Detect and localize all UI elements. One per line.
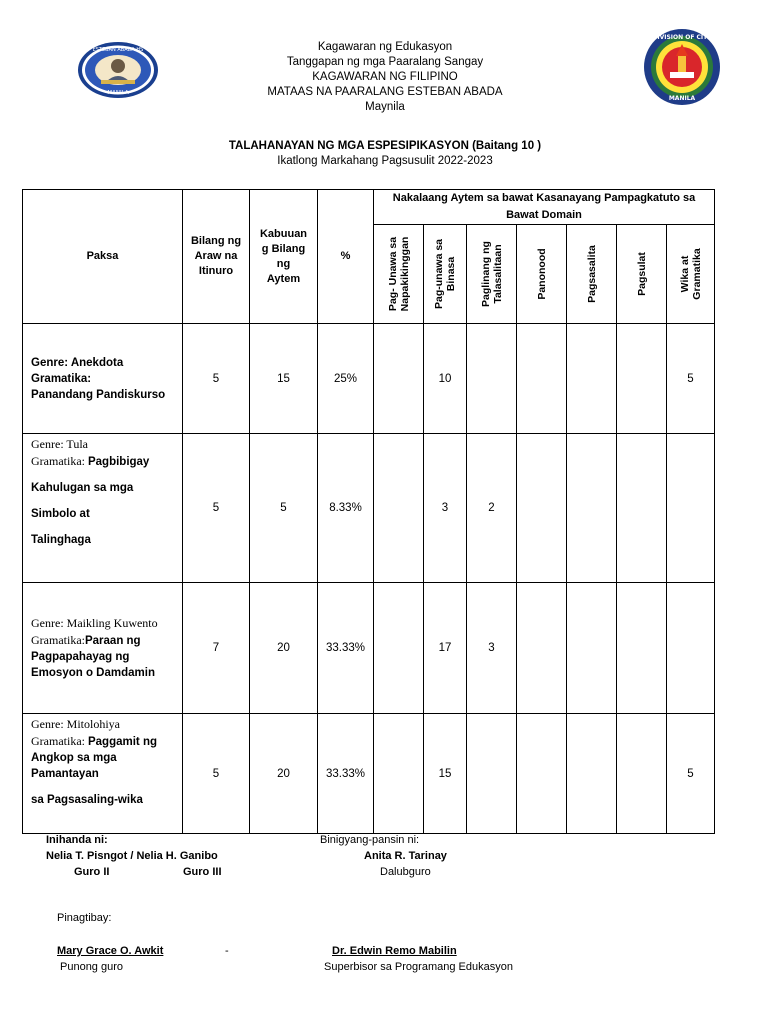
percent-cell: 33.33% — [318, 583, 374, 714]
domain-cell — [374, 583, 424, 714]
topic-cell: Genre: Maikling Kuwento Gramatika:Paraan ng Pagpapahayag ng Emosyon o Damdamin — [23, 583, 183, 714]
domain-cell: 3 — [424, 434, 467, 583]
school-seal-logo — [76, 40, 160, 100]
domain-cell: 17 — [424, 583, 467, 714]
domain-cell — [667, 434, 715, 583]
prepared-position: Guro II — [74, 866, 110, 878]
domain-header: Panonood — [517, 225, 567, 324]
domain-header: Paglinang ng Talasalitaan — [467, 225, 517, 324]
svg-text:DIVISION OF CITY: DIVISION OF CITY — [652, 34, 712, 41]
domain-cell — [517, 434, 567, 583]
header-percent: % — [318, 190, 374, 324]
svg-text:MANILA: MANILA — [107, 90, 129, 96]
approved-dash: - — [225, 945, 229, 957]
document-header — [200, 40, 570, 115]
domain-cell — [617, 324, 667, 434]
table-row — [23, 324, 715, 434]
noted-position: Dalubguro — [380, 866, 431, 878]
domain-cell — [567, 434, 617, 583]
domain-header: Pagsasalita — [567, 225, 617, 324]
domain-header: Wika at Gramatika — [667, 225, 715, 324]
prepared-label: Inihanda ni: — [46, 834, 108, 846]
domain-cell — [567, 714, 617, 834]
header-line: MATAAS NA PAARALANG ESTEBAN ABADA — [267, 86, 503, 98]
prepared-position: Guro III — [183, 866, 222, 878]
header-paksa: Paksa — [23, 190, 183, 324]
items-cell: 5 — [250, 434, 318, 583]
domain-cell — [374, 324, 424, 434]
domain-cell: 5 — [667, 324, 715, 434]
items-cell: 20 — [250, 583, 318, 714]
table-row — [23, 583, 715, 714]
noted-name: Anita R. Tarinay — [364, 850, 447, 862]
header-line: Kagawaran ng Edukasyon — [317, 41, 453, 53]
title-sub: Ikatlong Markahang Pagsusulit 2022-2023 — [277, 155, 493, 167]
approved-name-2: Dr. Edwin Remo Mabilin — [332, 945, 457, 957]
days-cell: 5 — [183, 434, 250, 583]
domain-cell — [467, 324, 517, 434]
domain-header: Pag- Unawa sa Napakikinggan — [374, 225, 424, 324]
items-cell: 15 — [250, 324, 318, 434]
topic-cell: Genre: Mitolohiya Gramatika: Paggamit ng Angkop sa mga Pamantayan sa Pagsasaling-wika — [23, 714, 183, 834]
domain-cell — [374, 434, 424, 583]
domain-cell: 2 — [467, 434, 517, 583]
approved-name-1: Mary Grace O. Awkit — [57, 945, 164, 957]
table-row — [23, 434, 715, 583]
approved-label: Pinagtibay: — [57, 912, 112, 924]
document-title — [150, 139, 620, 169]
percent-cell: 25% — [318, 324, 374, 434]
svg-text:MANILA: MANILA — [668, 95, 696, 102]
prepared-names: Nelia T. Pisngot / Nelia H. Ganibo — [46, 850, 218, 862]
division-seal-logo — [642, 28, 722, 106]
header-line: KAGAWARAN NG FILIPINO — [312, 71, 458, 83]
percent-cell: 33.33% — [318, 714, 374, 834]
domain-cell — [467, 714, 517, 834]
header-line: Maynila — [365, 101, 405, 113]
svg-text:ESTEBAN ABADA HS: ESTEBAN ABADA HS — [92, 47, 144, 53]
table-row — [23, 714, 715, 834]
days-cell: 5 — [183, 324, 250, 434]
domain-cell: 5 — [667, 714, 715, 834]
topic-cell: Genre: Anekdota Gramatika: Panandang Pandiskurso — [23, 324, 183, 434]
domain-header: Pag-unawa sa Binasa — [424, 225, 467, 324]
header-bilang-ng-araw: Bilang ng Araw na Itinuro — [183, 190, 250, 324]
domain-cell: 15 — [424, 714, 467, 834]
title-main: TALAHANAYAN NG MGA ESPESIPIKASYON (Baitang 10 ) — [228, 140, 542, 152]
approved-position-2: Superbisor sa Programang Edukasyon — [324, 961, 513, 973]
header-kabuuan: Kabuuan g Bilang ng Aytem — [250, 190, 318, 324]
domain-cell: 10 — [424, 324, 467, 434]
domain-cell — [617, 434, 667, 583]
days-cell: 7 — [183, 583, 250, 714]
header-domain-group: Nakalaang Aytem sa bawat Kasanayang Pampagkatuto sa Bawat Domain — [374, 190, 715, 225]
domain-cell — [617, 583, 667, 714]
domain-header: Pagsulat — [617, 225, 667, 324]
topic-cell: Genre: Tula Gramatika: Pagbibigay Kahulugan sa mga Simbolo at Talinghaga — [23, 434, 183, 583]
domain-cell — [617, 714, 667, 834]
noted-label: Binigyang-pansin ni: — [320, 834, 420, 846]
domain-cell — [517, 714, 567, 834]
domain-cell — [567, 583, 617, 714]
days-cell: 5 — [183, 714, 250, 834]
domain-cell — [567, 324, 617, 434]
header-line: Tanggapan ng mga Paaralang Sangay — [286, 56, 484, 68]
domain-cell — [517, 583, 567, 714]
specification-table — [22, 189, 715, 834]
items-cell: 20 — [250, 714, 318, 834]
domain-cell — [667, 583, 715, 714]
approved-position-1: Punong guro — [60, 961, 123, 973]
percent-cell: 8.33% — [318, 434, 374, 583]
domain-cell — [374, 714, 424, 834]
domain-cell: 3 — [467, 583, 517, 714]
domain-cell — [517, 324, 567, 434]
